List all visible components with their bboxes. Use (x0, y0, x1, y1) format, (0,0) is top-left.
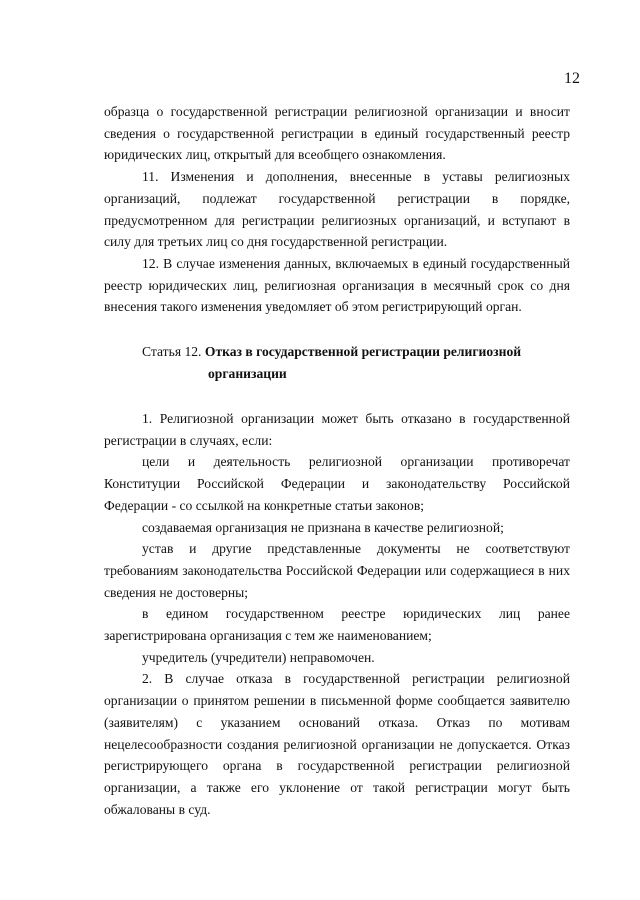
list-item-goals: цели и деятельность религиозной организации противоречат Конституции Российской Федерации и законодательству Российской Федерации - со ссылкой на конкретные статьи законов; (104, 454, 570, 513)
paragraph-registration-continued: образца о государственной регистрации религиозной организации и вносит сведения о государственной регистрации в единый государственный реестр юридических лиц, открытый для всеобщего ознакомления. (104, 104, 570, 163)
document-body (104, 101, 570, 820)
list-item-founder: учредитель (учредители) неправомочен. (142, 649, 375, 665)
list-item-same-name: в едином государственном реестре юридических лиц ранее зарегистрирована организация с тем же наименованием; (104, 606, 570, 644)
paragraph-11: 11. Изменения и дополнения, внесенные в уставы религиозных организаций, подлежат государственной регистрации в порядке, предусмотренном для регистрации религиозных организаций, и вступают в силу для третьих лиц со дня государственной регистрации. (104, 169, 570, 250)
paragraph-12: 12. В случае изменения данных, включаемых в единый государственный реестр юридических лиц, религиозная организация в месячный срок со дня внесения такого изменения уведомляет об этом регистрирующий орган. (104, 255, 570, 315)
article-heading (104, 341, 570, 385)
paragraph-refusal-2: 2. В случае отказа в государственной регистрации религиозной организации о принятом решении в письменной форме сообщается заявителю (заявителям) с указанием оснований отказа. Отказ по мотивам нецелесообразности создания религиозной организации не допускается. Отказ регистрирующего органа в государственной регистрации религиозной организации, а также его уклонение от такой регистрации могут быть обжалованы в суд. (104, 671, 570, 817)
article-label: Статья 12. (142, 344, 202, 360)
article-title: Отказ в государственной регистрации религиозной (204, 344, 522, 360)
page-number: 12 (564, 70, 580, 87)
list-item-charter: устав и другие представленные документы не соответствуют требованиям законодательства Российской Федерации или содержащиеся в них сведения не достоверны; (104, 541, 570, 600)
article-title-continued: организации (208, 366, 287, 382)
list-item-not-religious: создаваемая организация не признана в качестве религиозной; (142, 519, 504, 535)
paragraph-refusal-1: 1. Религиозной организации может быть отказано в государственной регистрации в случаях, если: (104, 411, 570, 448)
